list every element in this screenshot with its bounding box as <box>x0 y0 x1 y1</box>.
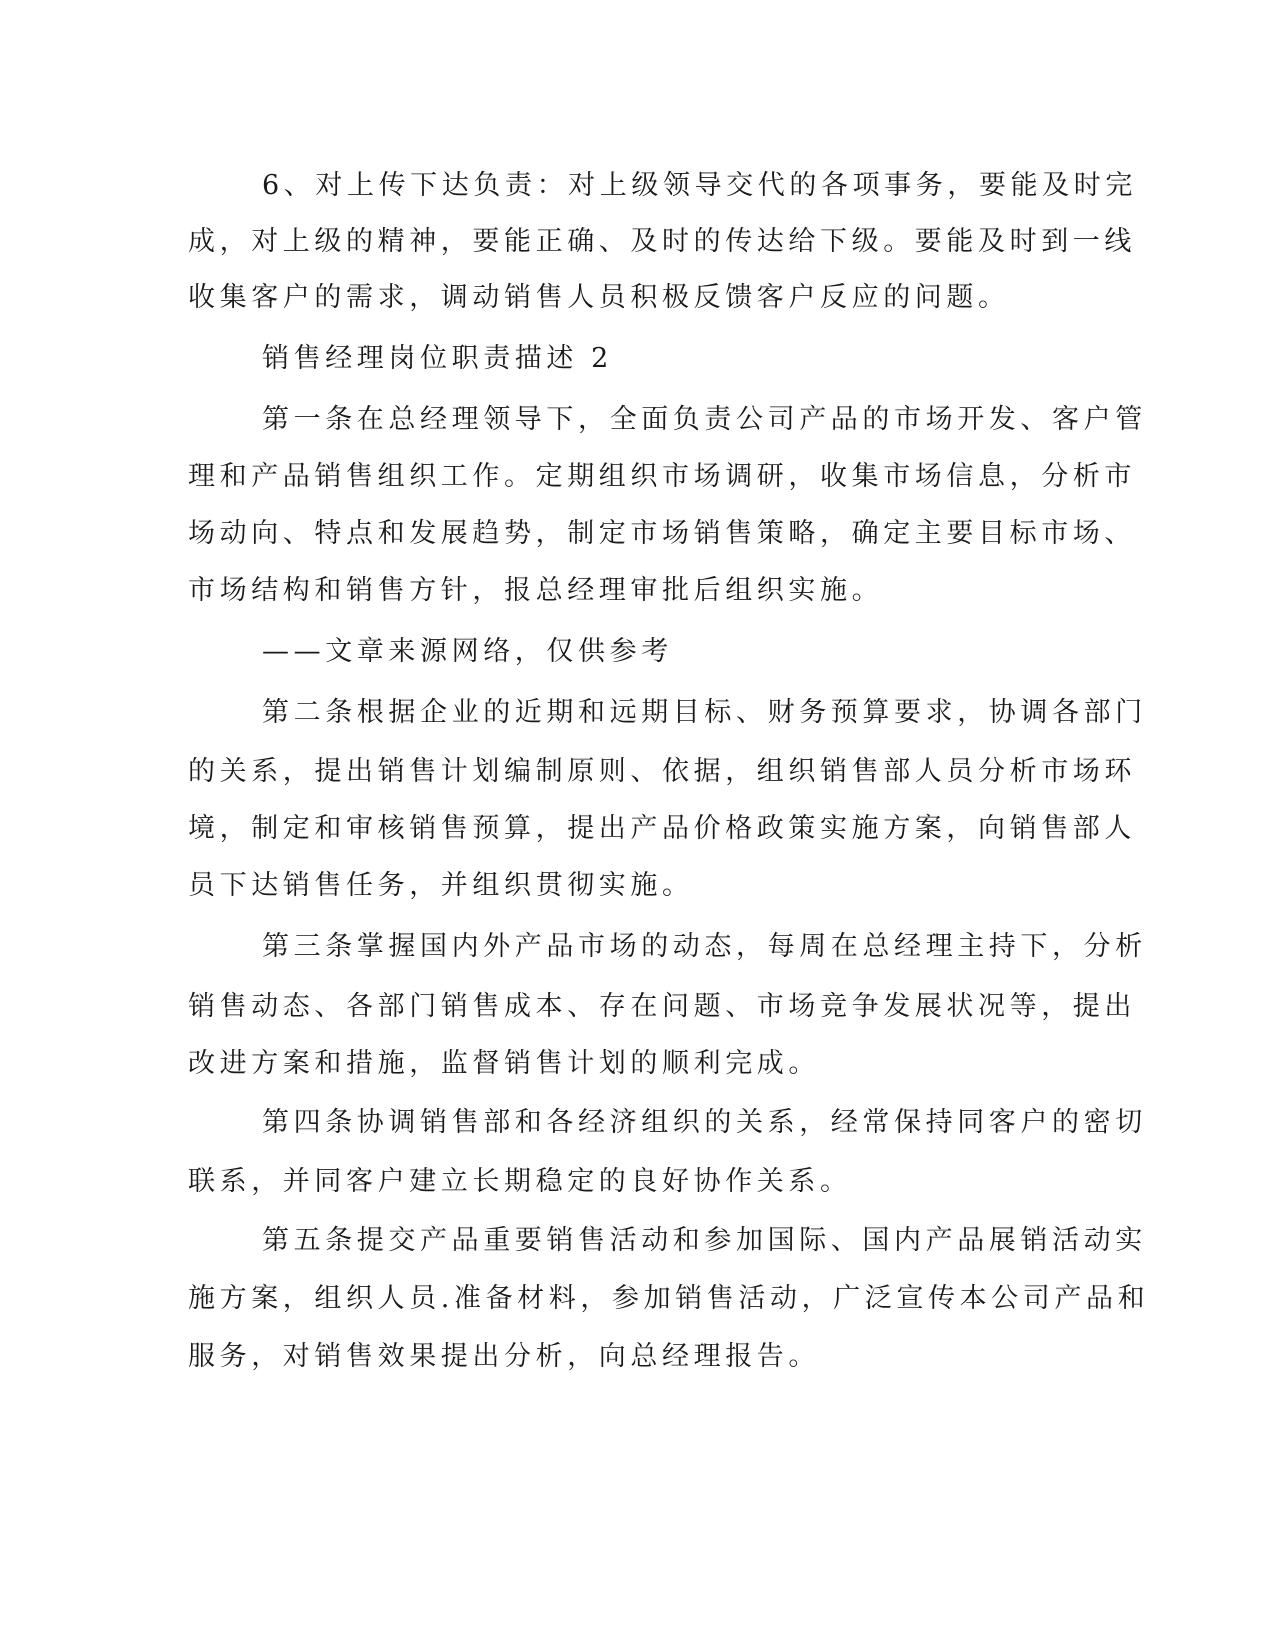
paragraph-line: 改进方案和措施，监督销售计划的顺利完成。 <box>188 1048 820 1079</box>
paragraph-line: 境，制定和审核销售预算，提出产品价格政策实施方案，向销售部人 <box>188 813 1136 844</box>
source-note: ——文章来源网络，仅供参考 <box>262 636 673 667</box>
paragraph-line: 第一条在总经理领导下，全面负责公司产品的市场开发、客户管 <box>262 404 1147 435</box>
paragraph-line: 第四条协调销售部和各经济组织的关系，经常保持同客户的密切 <box>262 1107 1147 1138</box>
paragraph-line: 的关系，提出销售计划编制原则、依据，组织销售部人员分析市场环 <box>188 756 1136 787</box>
paragraph-line: 员下达销售任务，并组织贯彻实施。 <box>188 870 694 901</box>
paragraph-line: 场动向、特点和发展趋势，制定市场销售策略，确定主要目标市场、 <box>188 518 1136 549</box>
paragraph-line: 收集客户的需求，调动销售人员积极反馈客户反应的问题。 <box>188 282 1010 313</box>
paragraph-line: 第二条根据企业的近期和远期目标、财务预算要求，协调各部门 <box>262 697 1147 728</box>
paragraph-line: 第五条提交产品重要销售活动和参加国际、国内产品展销活动实 <box>262 1225 1147 1256</box>
paragraph-line: 理和产品销售组织工作。定期组织市场调研，收集市场信息，分析市 <box>188 461 1136 492</box>
paragraph-line: 第三条掌握国内外产品市场的动态，每周在总经理主持下，分析 <box>262 931 1147 962</box>
paragraph-line: 联系，并同客户建立长期稳定的良好协作关系。 <box>188 1166 852 1197</box>
paragraph-line: 销售动态、各部门销售成本、存在问题、市场竞争发展状况等，提出 <box>188 991 1136 1022</box>
paragraph-line: 6、对上传下达负责：对上级领导交代的各项事务，要能及时完 <box>262 170 1137 201</box>
section-heading: 销售经理岗位职责描述 2 <box>262 343 613 374</box>
paragraph-line: 服务，对销售效果提出分析，向总经理报告。 <box>188 1341 820 1372</box>
paragraph-line: 市场结构和销售方针，报总经理审批后组织实施。 <box>188 575 884 606</box>
paragraph-line: 施方案，组织人员.准备材料，参加销售活动，广泛宣传本公司产品和 <box>188 1283 1150 1314</box>
paragraph-line: 成，对上级的精神，要能正确、及时的传达给下级。要能及时到一线 <box>188 226 1136 257</box>
